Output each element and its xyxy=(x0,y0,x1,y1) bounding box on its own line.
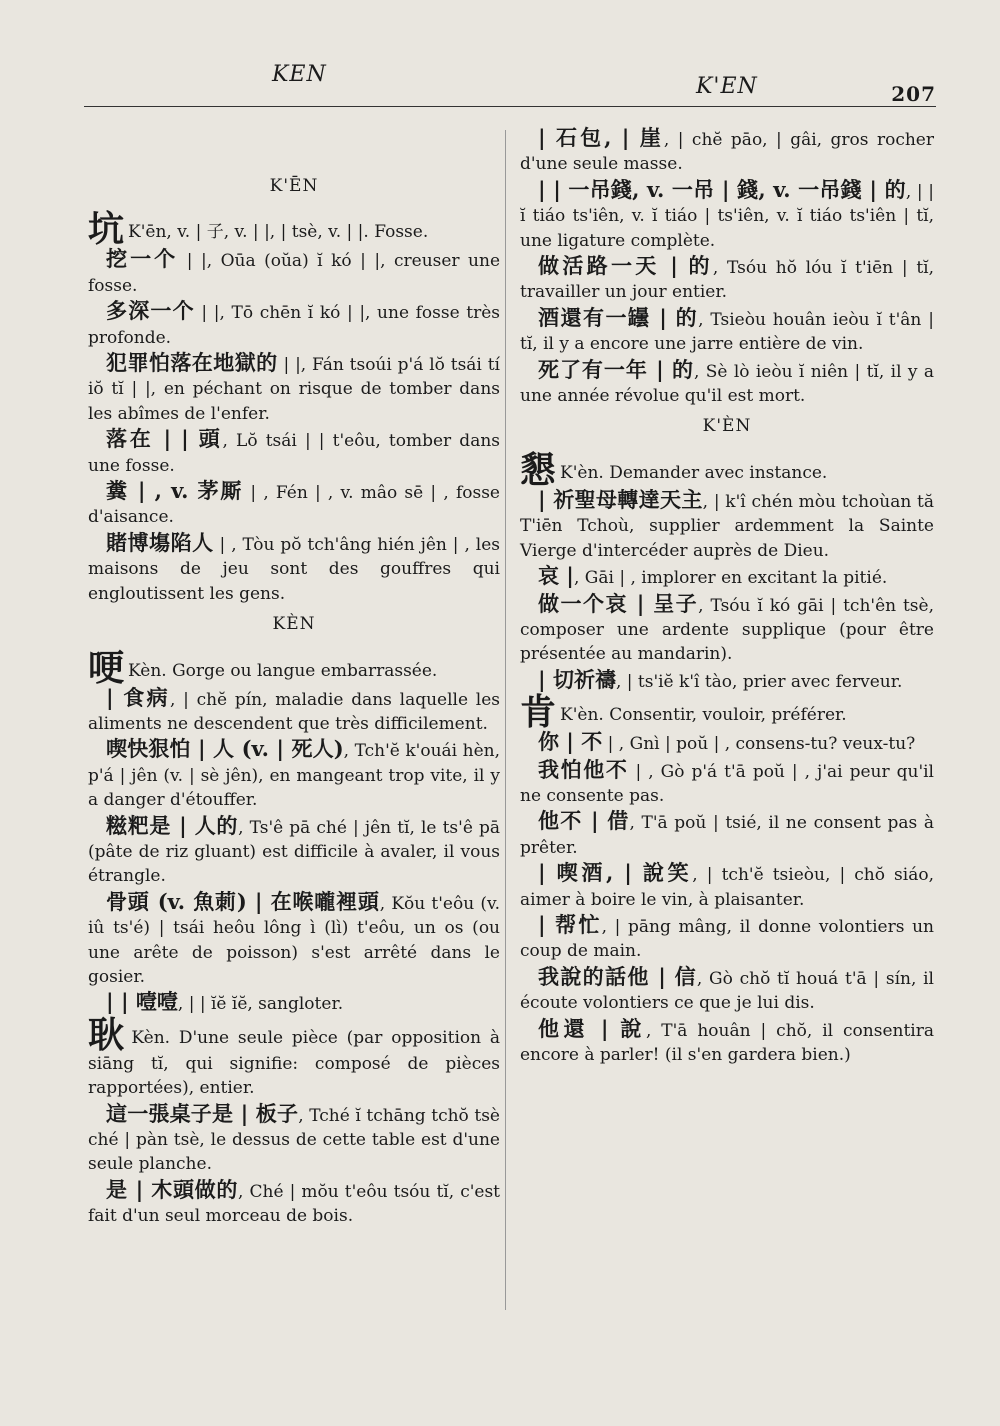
headword-character: 耿 xyxy=(88,1013,128,1056)
sub-entry xyxy=(88,737,500,812)
sub-entry xyxy=(520,668,934,694)
definition-text: , Lŏ tsái | | t'eôu, tomber dans une fosse. xyxy=(88,431,500,476)
sub-entry xyxy=(88,990,500,1016)
definition-text: K'èn. Demander avec instance. xyxy=(560,462,828,483)
definition-text: , | chĕ pāo, | gâi, gros rocher d'une seule masse. xyxy=(520,130,934,175)
right-column xyxy=(520,126,934,1068)
definition-text: | , Gnì | poŭ | , consens-tu? veux-tu? xyxy=(602,734,916,755)
chinese-phrase: 哀 | xyxy=(538,563,574,589)
definition-text: , | | ĭ tiáo ts'iên, v. ĭ tiáo | ts'iên, v. ĭ tiáo ts'iên | tĭ, une ligature complète. xyxy=(520,181,935,251)
definition-text: , Gò chŏ tĭ houá t'ā | sín, il écoute volontiers ce que je lui dis. xyxy=(520,968,934,1014)
definition-text: K'èn. Consentir, vouloir, préférer. xyxy=(560,705,847,726)
definition-text: , Tsóu ĭ kó gāi | tch'ên tsè, composer une ardente supplique (pour être présentée au mandarin). xyxy=(520,595,934,665)
definition-text: | , Fén | , v. mâo sē | , fosse d'aisance. xyxy=(88,483,500,528)
definition-text: K'ēn, v. | 子, v. | |, | tsè, v. | |. Fosse. xyxy=(128,222,429,243)
sub-entry xyxy=(88,247,500,298)
chinese-phrase: 他還 | 說 xyxy=(538,1015,646,1041)
sub-entry xyxy=(520,592,934,667)
page-number: 207 xyxy=(891,82,936,106)
definition-text: | , Gò p'á t'ā poŭ | , j'ai peur qu'il ne consente pas. xyxy=(520,761,934,806)
sub-entry xyxy=(88,1102,500,1177)
chinese-phrase: 骨頭 (v. 魚莿) | 在喉嚨裡頭 xyxy=(106,888,380,914)
headword-entry xyxy=(520,691,934,734)
chinese-phrase: 這一張桌子是 | 板子 xyxy=(106,1100,299,1126)
chinese-phrase: 我說的話他 | 信 xyxy=(538,963,697,989)
section-heading: K'ĒN xyxy=(269,176,319,196)
chinese-phrase: 酒還有一罎 | 的 xyxy=(538,304,699,330)
chinese-phrase: | 祈聖母轉達天主 xyxy=(538,486,703,512)
headword-character: 肯 xyxy=(520,691,557,734)
sub-entry xyxy=(520,730,934,756)
definition-text: , Tch'ĕ k'ouái hèn, p'á | jên (v. | sè jên), en mangeant trop vite, il y a danger d'étouffer. xyxy=(88,741,500,811)
sub-entry xyxy=(88,890,500,990)
headword-entry xyxy=(88,646,500,689)
chinese-phrase: 是 | 木頭做的 xyxy=(106,1176,239,1202)
chinese-phrase: 死了有一年 | 的 xyxy=(538,356,694,382)
definition-text: | , Tòu pŏ tch'âng hién jên | , les maisons de jeu sont des gouffres qui engloutissent les gens. xyxy=(88,534,500,604)
sub-entry xyxy=(520,1017,934,1068)
section-heading: K'ÈN xyxy=(702,416,752,437)
running-header-center: K'EN xyxy=(696,74,758,99)
chinese-phrase: | 切祈禱 xyxy=(538,666,616,692)
definition-text: , | tch'ĕ tsieòu, | chŏ siáo, aimer à boire le vin, à plaisanter. xyxy=(520,865,934,910)
chinese-phrase: 糍粑是 | 人的 xyxy=(106,812,239,838)
chinese-phrase: 犯罪怕落在地獄的 xyxy=(106,350,278,376)
definition-text: | |, Tō chēn ĭ kó | |, une fosse très profonde. xyxy=(88,303,501,348)
chinese-phrase: 挖一个 xyxy=(106,246,179,272)
sub-entry xyxy=(520,913,934,964)
definition-text: , | ts'iĕ k'î tào, prier avec ferveur. xyxy=(615,671,903,692)
chinese-phrase: | | 一吊錢, v. 一吊 | 錢, v. 一吊錢 | 的 xyxy=(538,176,906,202)
definition-text: | |, Oūa (oŭa) ĭ kó | |, creuser une fosse. xyxy=(88,251,501,296)
definition-text: , Ché | mŏu t'eôu tsóu tĭ, c'est fait d'un seul morceau de bois. xyxy=(88,1181,501,1227)
definition-text: , Tsóu hŏ lóu ĭ t'iēn | tĭ, travailler un jour entier. xyxy=(520,258,934,303)
sub-entry xyxy=(520,758,934,809)
chinese-phrase: | 喫酒, | 說笑 xyxy=(538,860,693,886)
definition-text: Kèn. D'une seule pièce (par opposition à siāng tĭ, qui signifie: composé de pièces rapportées), entier. xyxy=(88,1027,500,1099)
sub-entry xyxy=(88,686,500,737)
definition-text: , T'ā poŭ | tsié, il ne consent pas à prêter. xyxy=(520,813,935,858)
chinese-phrase: | | 噎噎 xyxy=(106,989,178,1015)
sub-entry xyxy=(88,531,500,606)
definition-text: , Sè lò ieòu ĭ niên | tĭ, il y a une année révolue qu'il est mort. xyxy=(520,361,934,407)
sub-entry xyxy=(88,427,500,478)
sub-entry xyxy=(520,254,934,305)
chinese-phrase: 你 | 不 xyxy=(538,729,603,755)
definition-text: , Kŏu t'eôu (v. iû ts'é) | tsái heôu lông ì (lì) t'eôu, un os (ou une arête de poisson) s'est arrêté dans le gosier. xyxy=(88,893,501,987)
chinese-phrase: 多深一个 xyxy=(106,298,195,324)
sub-entry xyxy=(520,178,934,253)
headword-character: 哽 xyxy=(88,646,125,689)
headword-entry xyxy=(520,448,934,491)
sub-entry xyxy=(520,126,934,177)
definition-text: , | k'î chén mòu tchoùan tă T'iēn Tchoù, supplier ardemment la Sainte Vierge d'intercéder auprès de Dieu. xyxy=(520,491,934,561)
sub-entry xyxy=(88,1178,500,1229)
sub-entry xyxy=(88,814,500,889)
sub-entry xyxy=(88,479,500,530)
definition-text: , | | ĭĕ ĭĕ, sangloter. xyxy=(177,994,344,1015)
chinese-phrase: 賭博塲陷人 xyxy=(106,529,214,555)
chinese-phrase: 落在 | | 頭 xyxy=(106,426,223,452)
definition-text: , Tsieòu houân ieòu ĭ t'ân | tĭ, il y a encore une jarre entière de vin. xyxy=(520,309,934,355)
left-column xyxy=(88,168,500,1230)
chinese-phrase: 做一个哀 | 呈子 xyxy=(538,590,699,616)
headword-entry xyxy=(88,208,500,251)
definition-text: Kèn. Gorge ou langue embarrassée. xyxy=(128,660,438,681)
sub-entry xyxy=(520,809,934,860)
chinese-phrase: 我怕他不 xyxy=(538,756,629,782)
definition-text: , Gāi | , implorer en excitant la pitié. xyxy=(573,568,888,589)
section-heading: KÈN xyxy=(272,614,316,635)
sub-entry xyxy=(520,965,934,1016)
chinese-phrase: | 食病 xyxy=(106,684,170,710)
chinese-phrase: | 帮忙 xyxy=(538,911,602,937)
sub-entry xyxy=(520,488,934,563)
sub-entry xyxy=(520,861,934,912)
definition-text: , | chĕ pín, maladie dans laquelle les aliments ne descendent que très difficilement. xyxy=(88,689,500,734)
sub-entry xyxy=(88,351,500,426)
definition-text: , | pāng mâng, il donne volontiers un coup de main. xyxy=(520,916,934,962)
column-divider xyxy=(505,130,506,1310)
definition-text: , T'ā houân | chŏ, il consentira encore à parler! (il s'en gardera bien.) xyxy=(520,1020,935,1065)
header-rule xyxy=(84,106,936,107)
sub-entry xyxy=(520,306,934,357)
sub-entry xyxy=(520,564,934,590)
chinese-phrase: 喫快狠怕 | 人 (v. | 死人) xyxy=(106,736,344,762)
sub-entry xyxy=(88,299,500,350)
definition-text: | |, Fán tsoúi p'á lŏ tsái tí iŏ tĭ | |, en péchant on risque de tomber dans les abîmes de l'enfer. xyxy=(88,355,500,424)
chinese-phrase: | 石包, | 崖 xyxy=(538,125,664,150)
headword-character: 懇 xyxy=(520,448,557,491)
headword-character: 坑 xyxy=(88,208,125,251)
definition-text: , Ts'ê pā ché | jên tĭ, le ts'ê pā (pâte de riz gluant) est difficile à avaler, il vous étrangle. xyxy=(88,817,500,887)
headword-entry xyxy=(88,1013,500,1101)
sub-entry xyxy=(520,358,934,409)
chinese-phrase: 他不 | 借 xyxy=(538,808,630,834)
chinese-phrase: 做活路一天 | 的 xyxy=(538,253,713,279)
chinese-phrase: 糞 | , v. 茅厮 xyxy=(106,478,244,504)
definition-text: , Tché ĭ tchāng tchŏ tsè ché | pàn tsè, le dessus de cette table est d'une seule planche. xyxy=(88,1105,500,1175)
running-header-left: KEN xyxy=(272,62,327,87)
